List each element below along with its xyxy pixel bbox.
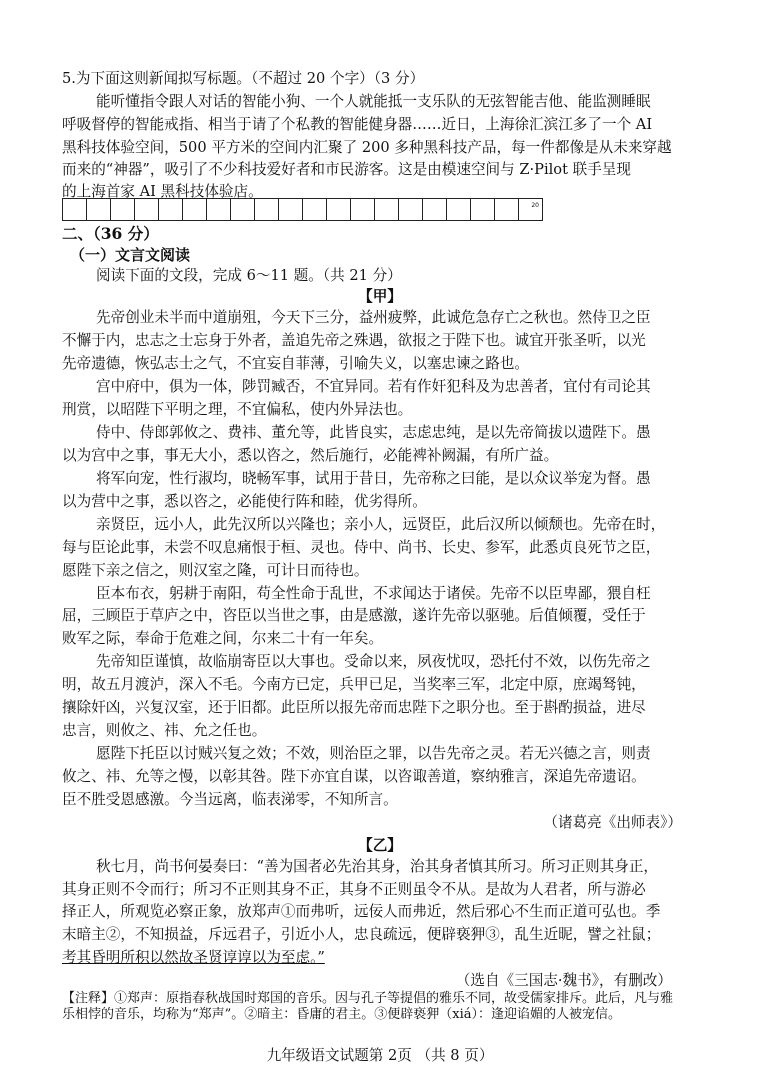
q5-title: 5.为下面这则新闻拟写标题。（不超过 20 个字）（3 分） xyxy=(62,70,425,87)
passage-line: 亲贤臣，远小人，此先汉所以兴隆也；亲小人，远贤臣，此后汉所以倾颓也。先帝在时， xyxy=(96,516,666,533)
passage-line: 不懈于内，忠志之士忘身于外者，盖追先帝之殊遇，欲报之于陛下也。诚宜开张圣听，以光 xyxy=(62,332,646,349)
passage-line: 攸之、祎、允等之慢，以彰其咎。陛下亦宜自谋，以咨诹善道，察纳雅言，深追先帝遗诏。 xyxy=(62,768,646,785)
q5-text-line: 呼吸督停的智能戒指、相当于请了个私教的智能健身器……近日，上海徐汇滨江多了一个 AI xyxy=(62,116,653,133)
answer-grid[interactable] xyxy=(62,198,543,221)
answer-cell[interactable] xyxy=(207,199,231,220)
passage-line: 先帝知臣谨慎，故临崩寄臣以大事也。受命以来，夙夜忧叹，恐托付不效，以伤先帝之 xyxy=(96,653,651,670)
passage-line: 宫中府中，俱为一体，陟罚臧否，不宜异同。若有作奸犯科及为忠善者，宜付有司论其 xyxy=(96,378,651,395)
answer-cell[interactable] xyxy=(471,199,495,220)
section-heading: 二、（36 分） xyxy=(62,224,159,243)
answer-cell[interactable] xyxy=(375,199,399,220)
q5-text-line: 而来的“神器”，吸引了不少科技爱好者和市民游客。这是由模速空间与 Z·Pilot 联手呈现 xyxy=(62,161,631,178)
passage-line: 先帝创业未半而中道崩殂，今天下三分，益州疲弊，此诚危急存亡之秋也。然侍卫之臣 xyxy=(96,309,651,326)
answer-cell[interactable] xyxy=(183,199,207,220)
passage-line: 每与臣论此事，未尝不叹息痛恨于桓、灵也。侍中、尚书、长史、参军，此悉贞良死节之臣， xyxy=(62,539,661,556)
passage-line: 先帝遗德，恢弘志士之气，不宜妄自菲薄，引喻失义，以塞忠谏之路也。 xyxy=(62,355,530,372)
passage-line: 忠言，则攸之、祎、允之任也。 xyxy=(62,722,267,739)
passage-line: 臣本布衣，躬耕于南阳，苟全性命于乱世，不求闻达于诸侯。先帝不以臣卑鄙，猥自枉 xyxy=(96,585,651,602)
answer-cell[interactable] xyxy=(63,199,87,220)
annotation-line: 乐相悖的音乐，均称为“郑声”。②暗主：昏庸的君主。③便辟亵狎（xiá）：逢迎谄媚的人被宠信。 xyxy=(62,1007,622,1022)
q5-text-line: 黑科技体验空间，500 平方米的空间内汇聚了 200 多种黑科技产品，每一件都像是从未来穿越 xyxy=(62,139,672,156)
answer-cell[interactable] xyxy=(303,199,327,220)
passage-line: 刑赏，以昭陛下平明之理，不宜偏私，使内外异法也。 xyxy=(62,401,413,418)
passage-jia-label: 【甲】 xyxy=(358,288,402,305)
passage-line: 末暗主②，不知损益，斥远君子，引近小人，忠良疏远，便辟亵狎③，乱生近昵，譬之社鼠； xyxy=(62,926,661,943)
passage-underlined-line: 考其昏明所积以然故圣贤谆谆以为至虑。” xyxy=(62,949,325,966)
answer-cell[interactable] xyxy=(399,199,423,220)
passage-line: 明，故五月渡泸，深入不毛。今南方已定，兵甲已足，当奖率三军，北定中原，庶竭驽钝， xyxy=(62,676,646,693)
passage-line: 败军之际，奉命于危难之间，尔来二十有一年矣。 xyxy=(62,630,384,647)
passage-line: 愿陛下亲之信之，则汉室之隆，可计日而待也。 xyxy=(62,562,369,579)
answer-cell[interactable] xyxy=(279,199,303,220)
answer-cell[interactable] xyxy=(87,199,111,220)
answer-cell[interactable] xyxy=(159,199,183,220)
reading-instructions: 阅读下面的文段，完成 6～11 题。（共 21 分） xyxy=(96,267,402,284)
grid-count-label: 20 xyxy=(531,202,539,209)
answer-cell[interactable] xyxy=(255,199,279,220)
answer-cell[interactable] xyxy=(327,199,351,220)
passage-line: 其身正则不令而行；所习不正则其身不正，其身不正则虽令不从。是故为人君者，所与游必 xyxy=(62,881,646,898)
passage-line: 以为宫中之事，事无大小，悉以咨之，然后施行，必能裨补阙漏，有所广益。 xyxy=(62,447,559,464)
passage-line: 愿陛下托臣以讨贼兴复之效；不效，则治臣之罪，以告先帝之灵。若无兴德之言，则责 xyxy=(96,745,651,762)
answer-cell[interactable] xyxy=(447,199,471,220)
passage-yi-source: （选自《三国志·魏书》，有删改） xyxy=(455,972,672,989)
answer-cell[interactable] xyxy=(519,199,543,220)
passage-line: 侍中、侍郎郭攸之、费祎、董允等，此皆良实，志虑忠纯，是以先帝简拔以遗陛下。愚 xyxy=(96,424,651,441)
answer-cell[interactable] xyxy=(495,199,519,220)
passage-line: 屈，三顾臣于草庐之中，咨臣以当世之事，由是感激，遂许先帝以驱驰。后值倾覆，受任于 xyxy=(62,607,646,624)
passage-line: 择正人，所观览必察正象，放郑声①而弗听，远佞人而弗近，然后邪心不生而正道可弘也。季 xyxy=(62,903,661,920)
answer-cell[interactable] xyxy=(231,199,255,220)
subsection-heading: （一）文言文阅读 xyxy=(70,246,191,264)
q5-text-line: 能听懂指令跟人对话的智能小狗、一个人就能抵一支乐队的无弦智能吉他、能监测睡眠 xyxy=(96,93,651,110)
answer-cell[interactable] xyxy=(423,199,447,220)
answer-cell[interactable] xyxy=(111,199,135,220)
q5-text-line: 的上海首家 AI 黑科技体验店。 xyxy=(62,183,263,200)
passage-line: 秋七月，尚书何晏奏曰：“善为国者必先治其身，治其身者慎其所习。所习正则其身正， xyxy=(96,858,659,875)
passage-line: 将军向宠，性行淑均，晓畅军事，试用于昔日，先帝称之曰能，是以众议举宠为督。愚 xyxy=(96,470,651,487)
passage-jia-source: （诸葛亮《出师表》） xyxy=(543,814,682,831)
page-footer: 九年级语文试题第 2页 （共 8 页） xyxy=(266,1047,494,1064)
answer-cell[interactable] xyxy=(351,199,375,220)
passage-line: 以为营中之事，悉以咨之，必能使行阵和睦，优劣得所。 xyxy=(62,493,427,510)
passage-yi-label: 【乙】 xyxy=(358,837,402,854)
passage-line: 臣不胜受恩感激。今当远离，临表涕零，不知所言。 xyxy=(62,791,398,808)
passage-line: 攘除奸凶，兴复汉室，还于旧都。此臣所以报先帝而忠陛下之职分也。至于斟酌损益，进尽 xyxy=(62,699,646,716)
answer-cell[interactable] xyxy=(135,199,159,220)
annotation-line: 【注释】①郑声：原指春秋战国时郑国的音乐。因与孔子等提倡的雅乐不同，故受儒家排斥。此后，凡与雅 xyxy=(62,991,674,1006)
